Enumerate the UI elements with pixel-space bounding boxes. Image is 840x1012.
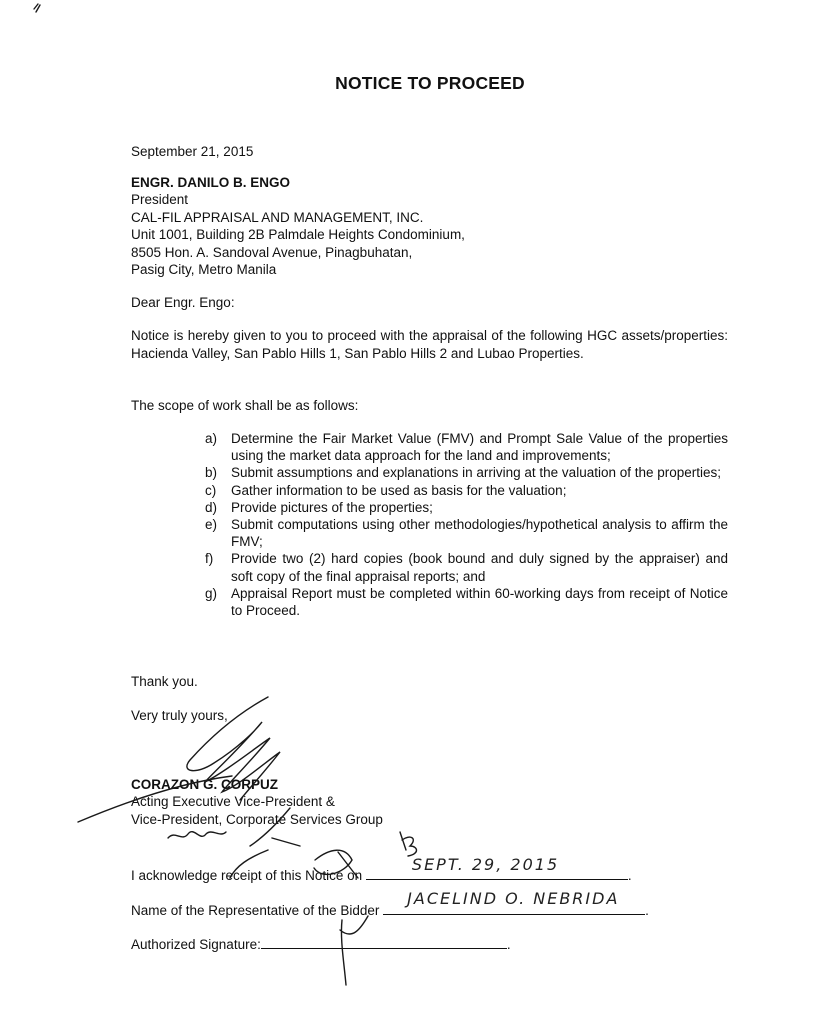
recipient-company: CAL-FIL APPRAISAL AND MANAGEMENT, INC. [131, 210, 424, 225]
document-date: September 21, 2015 [131, 144, 254, 159]
scope-item [205, 585, 728, 619]
receipt-acknowledgement-row: I acknowledge receipt of this Notice on SEPT. 29, 2015 . [131, 855, 632, 883]
scope-text: Submit computations using other methodologies/hypothetical analysis to affirm the FMV; [231, 517, 728, 550]
scope-marker: c) [205, 482, 217, 498]
recipient-address-line-3: Pasig City, Metro Manila [131, 262, 277, 277]
scope-item [205, 464, 728, 481]
recipient-position: President [131, 192, 189, 207]
initial-mark-3 [400, 832, 417, 856]
recipient-address-line-2: 8505 Hon. A. Sandoval Avenue, Pinagbuhatan, [131, 245, 413, 260]
signatory-name: CORAZON G. CORPUZ [131, 777, 278, 792]
scope-item [205, 499, 728, 516]
salutation: Dear Engr. Engo: [131, 295, 235, 310]
authorized-signature-row: Authorized Signature: . [131, 933, 511, 954]
scope-text: Provide pictures of the properties; [231, 499, 433, 515]
representative-name-handwritten: JACELIND O. NEBRIDA [407, 889, 620, 908]
recipient-name: ENGR. DANILO B. ENGO [131, 175, 291, 190]
receipt-date-handwritten: SEPT. 29, 2015 [411, 855, 560, 874]
valediction: Very truly yours, [131, 708, 228, 723]
scope-list [205, 430, 728, 619]
recipient-address-line-1: Unit 1001, Building 2B Palmdale Heights Condominium, [131, 227, 465, 242]
representative-label: Name of the Representative of the Bidder [131, 903, 380, 918]
authorized-signature-label: Authorized Signature: [131, 937, 261, 952]
closing-thanks: Thank you. [131, 674, 198, 689]
stray-mark-top-left [34, 4, 40, 12]
document-title: NOTICE TO PROCEED [335, 73, 525, 93]
scope-marker: e) [205, 517, 218, 533]
scope-marker: d) [205, 499, 218, 515]
authorized-signature-field [261, 933, 507, 949]
body-paragraph: Notice is hereby given to you to proceed with the appraisal of the following HGC assets/properties: Hacienda Valley, San Pablo Hills 1, San Pablo Hills 2 and Lubao Properties. [131, 328, 728, 361]
receipt-label: I acknowledge receipt of this Notice on [131, 868, 363, 883]
scope-marker: a) [205, 431, 218, 446]
scope-text: Determine the Fair Market Value (FMV) and Prompt Sale Value of the properties using the market data approach for the land and improvements; [231, 431, 728, 464]
signatory-title-line-2: Vice-President, Corporate Services Group [131, 812, 383, 827]
scope-text: Provide two (2) hard copies (book bound and duly signed by the appraiser) and soft copy of the final appraisal reports; and [231, 551, 728, 584]
representative-row: Name of the Representative of the Bidder JACELIND O. NEBRIDA . [131, 889, 649, 918]
signature-underline-scrawl [168, 832, 226, 838]
scope-intro: The scope of work shall be as follows: [131, 398, 359, 413]
scope-text: Gather information to be used as basis for the valuation; [231, 482, 567, 498]
scope-text: Submit assumptions and explanations in arriving at the valuation of the properties; [231, 465, 722, 481]
scope-text: Appraisal Report must be completed within 60-working days from receipt of Notice to Proceed. [231, 585, 728, 619]
scope-item [205, 516, 728, 550]
scope-marker: g) [205, 585, 218, 601]
scope-item [205, 482, 728, 499]
scope-marker: f) [205, 551, 214, 567]
scope-marker: b) [205, 465, 218, 481]
scope-item [205, 550, 728, 584]
scope-item [205, 430, 728, 464]
representative-name-field [383, 889, 645, 915]
receipt-date-field [366, 855, 628, 880]
signatory-title-line-1: Acting Executive Vice-President & [131, 794, 335, 809]
